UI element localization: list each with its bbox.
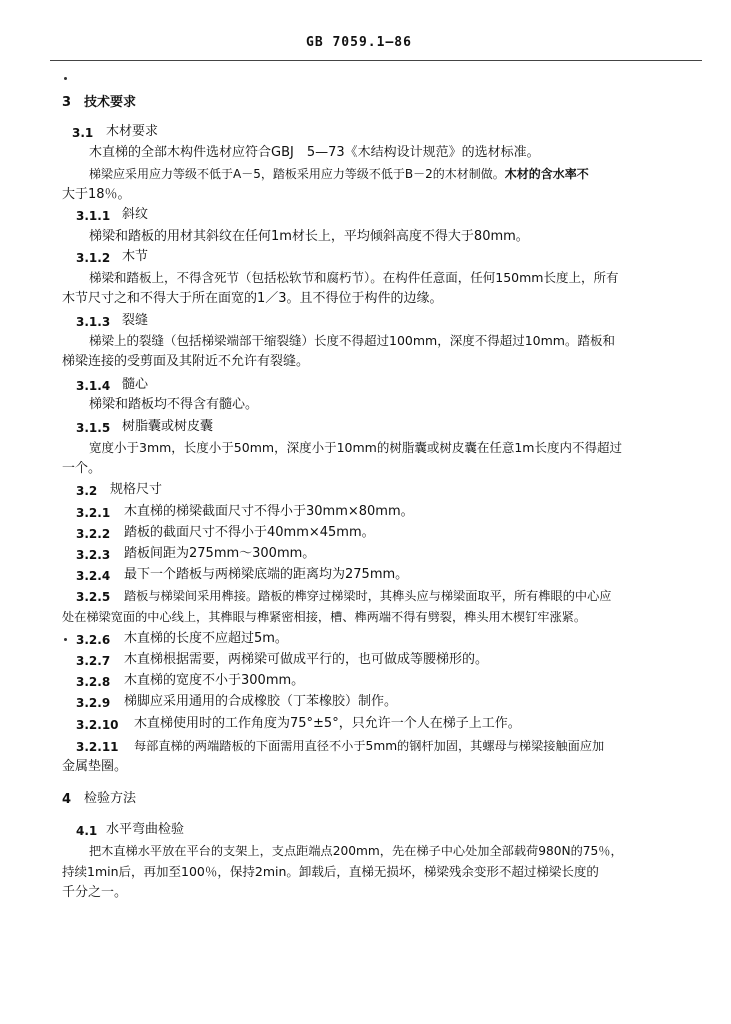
section-3-1-4-number: 3.1.4: [76, 379, 111, 393]
section-3-1-1-number: 3.1.1: [76, 209, 111, 223]
section-4-1-title: 水平弯曲检验: [106, 822, 185, 837]
clause-3-2-5-text-1: 踏板与梯梁间采用榫接。踏板的榫穿过梯梁时，其榫头应与梯梁面取平，所有榫眼的中心应: [124, 589, 612, 603]
clause-3-2-9-number: 3.2.9: [76, 696, 111, 710]
clause-3-2-9-text: 梯脚应采用通用的合成橡胶（丁苯橡胶）制作。: [124, 694, 398, 709]
clause-3-2-5-number: 3.2.5: [76, 590, 111, 604]
clause-3-2-1-number: 3.2.1: [76, 506, 111, 520]
section-3-1-4-title: 髓心: [122, 377, 149, 392]
section-3-1-5-para-1: 宽度小于3mm，长度小于50mm，深度小于10mm的树脂囊或树皮囊在任意1m长度内不得超过: [89, 440, 622, 455]
section-3-1-para-2: [89, 166, 589, 182]
standard-number: GB 7059.1—86: [306, 35, 412, 50]
clause-3-2-6-number: 3.2.6: [76, 633, 111, 647]
clause-3-2-10-text: 木直梯使用时的工作角度为75°±5°，只允许一个人在梯子上工作。: [134, 716, 521, 731]
section-3-1-3-para-1: 梯梁上的裂缝（包括梯梁端部干缩裂缝）长度不得超过100mm，深度不得超过10mm。踏板和: [89, 333, 615, 348]
section-3-1-title: 木材要求: [106, 124, 159, 139]
section-3-1-3-title: 裂缝: [122, 313, 149, 328]
section-3-1-5-title: 树脂囊或树皮囊: [122, 419, 214, 434]
section-3-title: 技术要求: [84, 95, 137, 110]
section-3-1-para-1: 木直梯的全部木构件选材应符合GBJ 5—73《木结构设计规范》的选材标准。: [89, 145, 540, 160]
clause-3-2-6-text: 木直梯的长度不应超过5m。: [124, 631, 288, 646]
section-4-1-para-2: 持续1min后，再加至100％，保持2min。卸载后，直梯无损坏，梯梁残余变形不超过梯梁长度的: [62, 864, 599, 879]
clause-3-2-10-number: 3.2.10: [76, 718, 119, 732]
section-4-1-number: 4.1: [76, 824, 98, 838]
section-3-1-2-para-2: 木节尺寸之和不得大于所在面宽的1／3。且不得位于构件的边缘。: [62, 291, 443, 306]
section-3-2-number: 3.2: [76, 484, 98, 498]
section-3-1-2-title: 木节: [122, 249, 149, 264]
clause-3-2-4-text: 最下一个踏板与两梯梁底端的距离均为275mm。: [124, 567, 409, 582]
section-3-1-para-2-text: 梯梁应采用应力等级不低于A－5，踏板采用应力等级不低于B－2的木材制做。: [89, 167, 505, 181]
clause-3-2-7-number: 3.2.7: [76, 654, 111, 668]
section-4-title: 检验方法: [84, 791, 137, 806]
section-3-1-2-para-1: 梯梁和踏板上，不得含死节（包括松软节和腐朽节）。在构件任意面，任何150mm长度上，所有: [89, 270, 619, 285]
section-3-1-5-number: 3.1.5: [76, 421, 111, 435]
section-3-1-para-2-bold: 木材的含水率不: [504, 167, 589, 181]
clause-3-2-7-text: 木直梯根据需要，两梯梁可做成平行的，也可做成等腰梯形的。: [124, 652, 489, 667]
clause-3-2-2-number: 3.2.2: [76, 527, 111, 541]
section-3-1-para-2-cont: 大于18％。: [62, 187, 131, 202]
scan-speck: [64, 77, 67, 80]
clause-3-2-8-number: 3.2.8: [76, 675, 111, 689]
scan-speck: [64, 638, 67, 641]
clause-3-2-11-text-2: 金属垫圈。: [62, 759, 128, 774]
section-3-number: 3: [62, 95, 72, 110]
section-3-1-3-para-2: 梯梁连接的受剪面及其附近不允许有裂缝。: [62, 354, 310, 369]
section-3-1-number: 3.1: [72, 126, 94, 140]
clause-3-2-2-text: 踏板的截面尺寸不得小于40mm×45mm。: [124, 525, 375, 540]
section-4-1-para-3: 千分之一。: [62, 885, 128, 900]
section-3-1-4-para: 梯梁和踏板均不得含有髓心。: [89, 397, 259, 412]
clause-3-2-3-text: 踏板间距为275mm～300mm。: [124, 546, 316, 561]
section-4-number: 4: [62, 792, 72, 807]
clause-3-2-4-number: 3.2.4: [76, 569, 111, 583]
clause-3-2-3-number: 3.2.3: [76, 548, 111, 562]
clause-3-2-11-number: 3.2.11: [76, 740, 119, 754]
section-3-1-1-para: 梯梁和踏板的用材其斜纹在任何1m材长上，平均倾斜高度不得大于80mm。: [89, 229, 529, 244]
section-3-2-title: 规格尺寸: [110, 482, 163, 497]
clause-3-2-8-text: 木直梯的宽度不小于300mm。: [124, 673, 305, 688]
clause-3-2-1-text: 木直梯的梯梁截面尺寸不得小于30mm×80mm。: [124, 504, 414, 519]
clause-3-2-11-text-1: 每部直梯的两端踏板的下面需用直径不小于5mm的钢杆加固，其螺母与梯梁接触面应加: [134, 739, 605, 753]
header-rule: [50, 60, 702, 61]
section-3-1-5-para-2: 一个。: [62, 461, 102, 476]
section-3-1-1-title: 斜纹: [122, 207, 149, 222]
section-4-1-para-1: 把木直梯水平放在平台的支架上，支点距端点200mm，先在梯子中心处加全部载荷980N的75％，: [89, 844, 623, 858]
clause-3-2-5-text-2: 处在梯梁宽面的中心线上，其榫眼与榫紧密相接，槽、榫两端不得有劈裂，榫头用木楔钉牢涨紧。: [62, 610, 587, 624]
section-3-1-3-number: 3.1.3: [76, 315, 111, 329]
section-3-1-2-number: 3.1.2: [76, 251, 111, 265]
